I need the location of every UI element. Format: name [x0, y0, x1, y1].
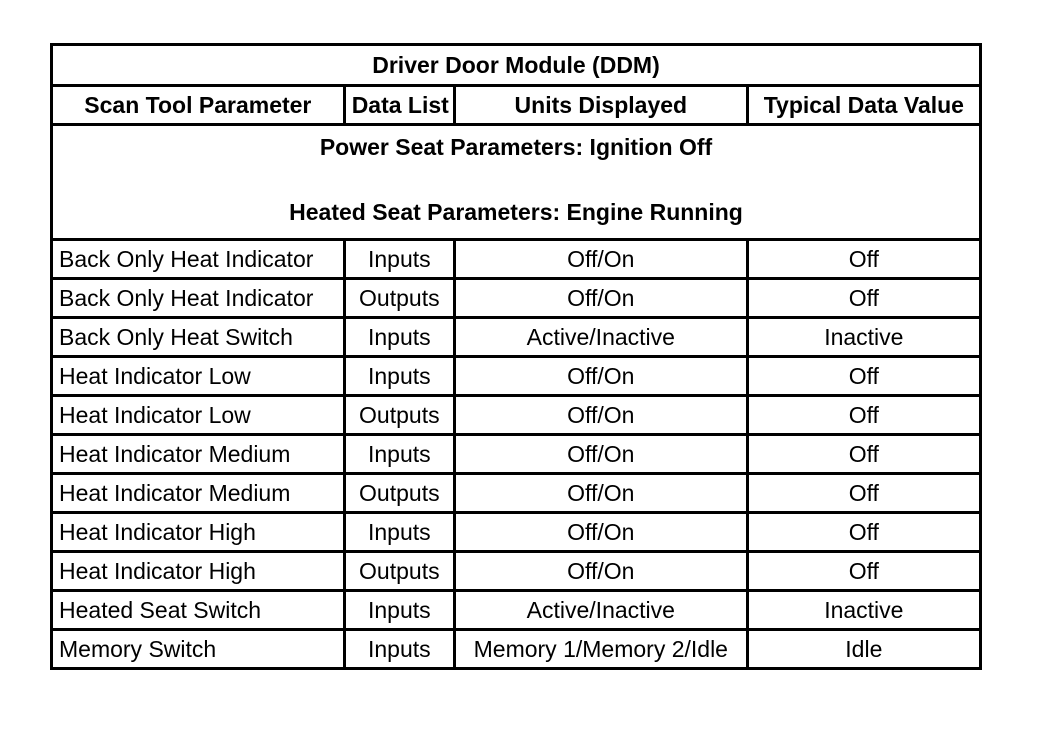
cell-typical-data-value: Off: [747, 513, 980, 552]
cell-data-list: Outputs: [344, 279, 454, 318]
table-row: [52, 630, 981, 669]
cell-typical-data-value: Off: [747, 357, 980, 396]
cell-units-displayed: Off/On: [454, 357, 747, 396]
cell-units-displayed: Memory 1/Memory 2/Idle: [454, 630, 747, 669]
cell-scan-tool-parameter: Back Only Heat Switch: [52, 318, 345, 357]
cell-typical-data-value: Off: [747, 396, 980, 435]
section-heading: [52, 125, 981, 240]
table-body: [52, 45, 981, 669]
ddm-data-table: [50, 43, 982, 670]
cell-typical-data-value: Inactive: [747, 591, 980, 630]
cell-units-displayed: Off/On: [454, 435, 747, 474]
table-row: [52, 591, 981, 630]
cell-data-list: Inputs: [344, 591, 454, 630]
cell-data-list: Inputs: [344, 435, 454, 474]
cell-typical-data-value: Off: [747, 474, 980, 513]
section-row: [52, 125, 981, 240]
cell-scan-tool-parameter: Heat Indicator Low: [52, 357, 345, 396]
cell-data-list: Inputs: [344, 318, 454, 357]
cell-units-displayed: Active/Inactive: [454, 591, 747, 630]
cell-units-displayed: Active/Inactive: [454, 318, 747, 357]
cell-scan-tool-parameter: Back Only Heat Indicator: [52, 279, 345, 318]
cell-data-list: Inputs: [344, 513, 454, 552]
cell-units-displayed: Off/On: [454, 240, 747, 279]
table-row: [52, 435, 981, 474]
cell-data-list: Inputs: [344, 357, 454, 396]
ddm-data-table-container: [50, 43, 982, 670]
title-row: [52, 45, 981, 86]
cell-typical-data-value: Off: [747, 435, 980, 474]
cell-data-list: Outputs: [344, 474, 454, 513]
cell-scan-tool-parameter: Memory Switch: [52, 630, 345, 669]
table-row: [52, 396, 981, 435]
cell-scan-tool-parameter: Heat Indicator Low: [52, 396, 345, 435]
cell-data-list: Outputs: [344, 396, 454, 435]
table-row: [52, 513, 981, 552]
table-title: Driver Door Module (DDM): [52, 45, 981, 86]
table-row: [52, 318, 981, 357]
header-units-displayed: Units Displayed: [454, 86, 747, 125]
cell-data-list: Inputs: [344, 240, 454, 279]
table-row: [52, 552, 981, 591]
header-row: [52, 86, 981, 125]
table-row: [52, 474, 981, 513]
section-spacer: [59, 159, 973, 201]
cell-scan-tool-parameter: Heat Indicator Medium: [52, 474, 345, 513]
cell-scan-tool-parameter: Heat Indicator High: [52, 552, 345, 591]
cell-typical-data-value: Off: [747, 279, 980, 318]
section-heated-seat-label: Heated Seat Parameters: Engine Running: [289, 199, 743, 225]
header-scan-tool-parameter: Scan Tool Parameter: [52, 86, 345, 125]
section-power-seat-label: Power Seat Parameters: Ignition Off: [319, 134, 713, 160]
cell-units-displayed: Off/On: [454, 396, 747, 435]
header-data-list: Data List: [344, 86, 454, 125]
cell-units-displayed: Off/On: [454, 552, 747, 591]
table-row: [52, 357, 981, 396]
table-row: [52, 279, 981, 318]
cell-scan-tool-parameter: Back Only Heat Indicator: [52, 240, 345, 279]
cell-scan-tool-parameter: Heated Seat Switch: [52, 591, 345, 630]
cell-scan-tool-parameter: Heat Indicator High: [52, 513, 345, 552]
header-typical-data-value: Typical Data Value: [747, 86, 980, 125]
cell-typical-data-value: Off: [747, 552, 980, 591]
cell-typical-data-value: Off: [747, 240, 980, 279]
cell-units-displayed: Off/On: [454, 474, 747, 513]
cell-scan-tool-parameter: Heat Indicator Medium: [52, 435, 345, 474]
cell-typical-data-value: Inactive: [747, 318, 980, 357]
cell-units-displayed: Off/On: [454, 513, 747, 552]
table-row: [52, 240, 981, 279]
cell-data-list: Outputs: [344, 552, 454, 591]
cell-units-displayed: Off/On: [454, 279, 747, 318]
cell-typical-data-value: Idle: [747, 630, 980, 669]
cell-data-list: Inputs: [344, 630, 454, 669]
